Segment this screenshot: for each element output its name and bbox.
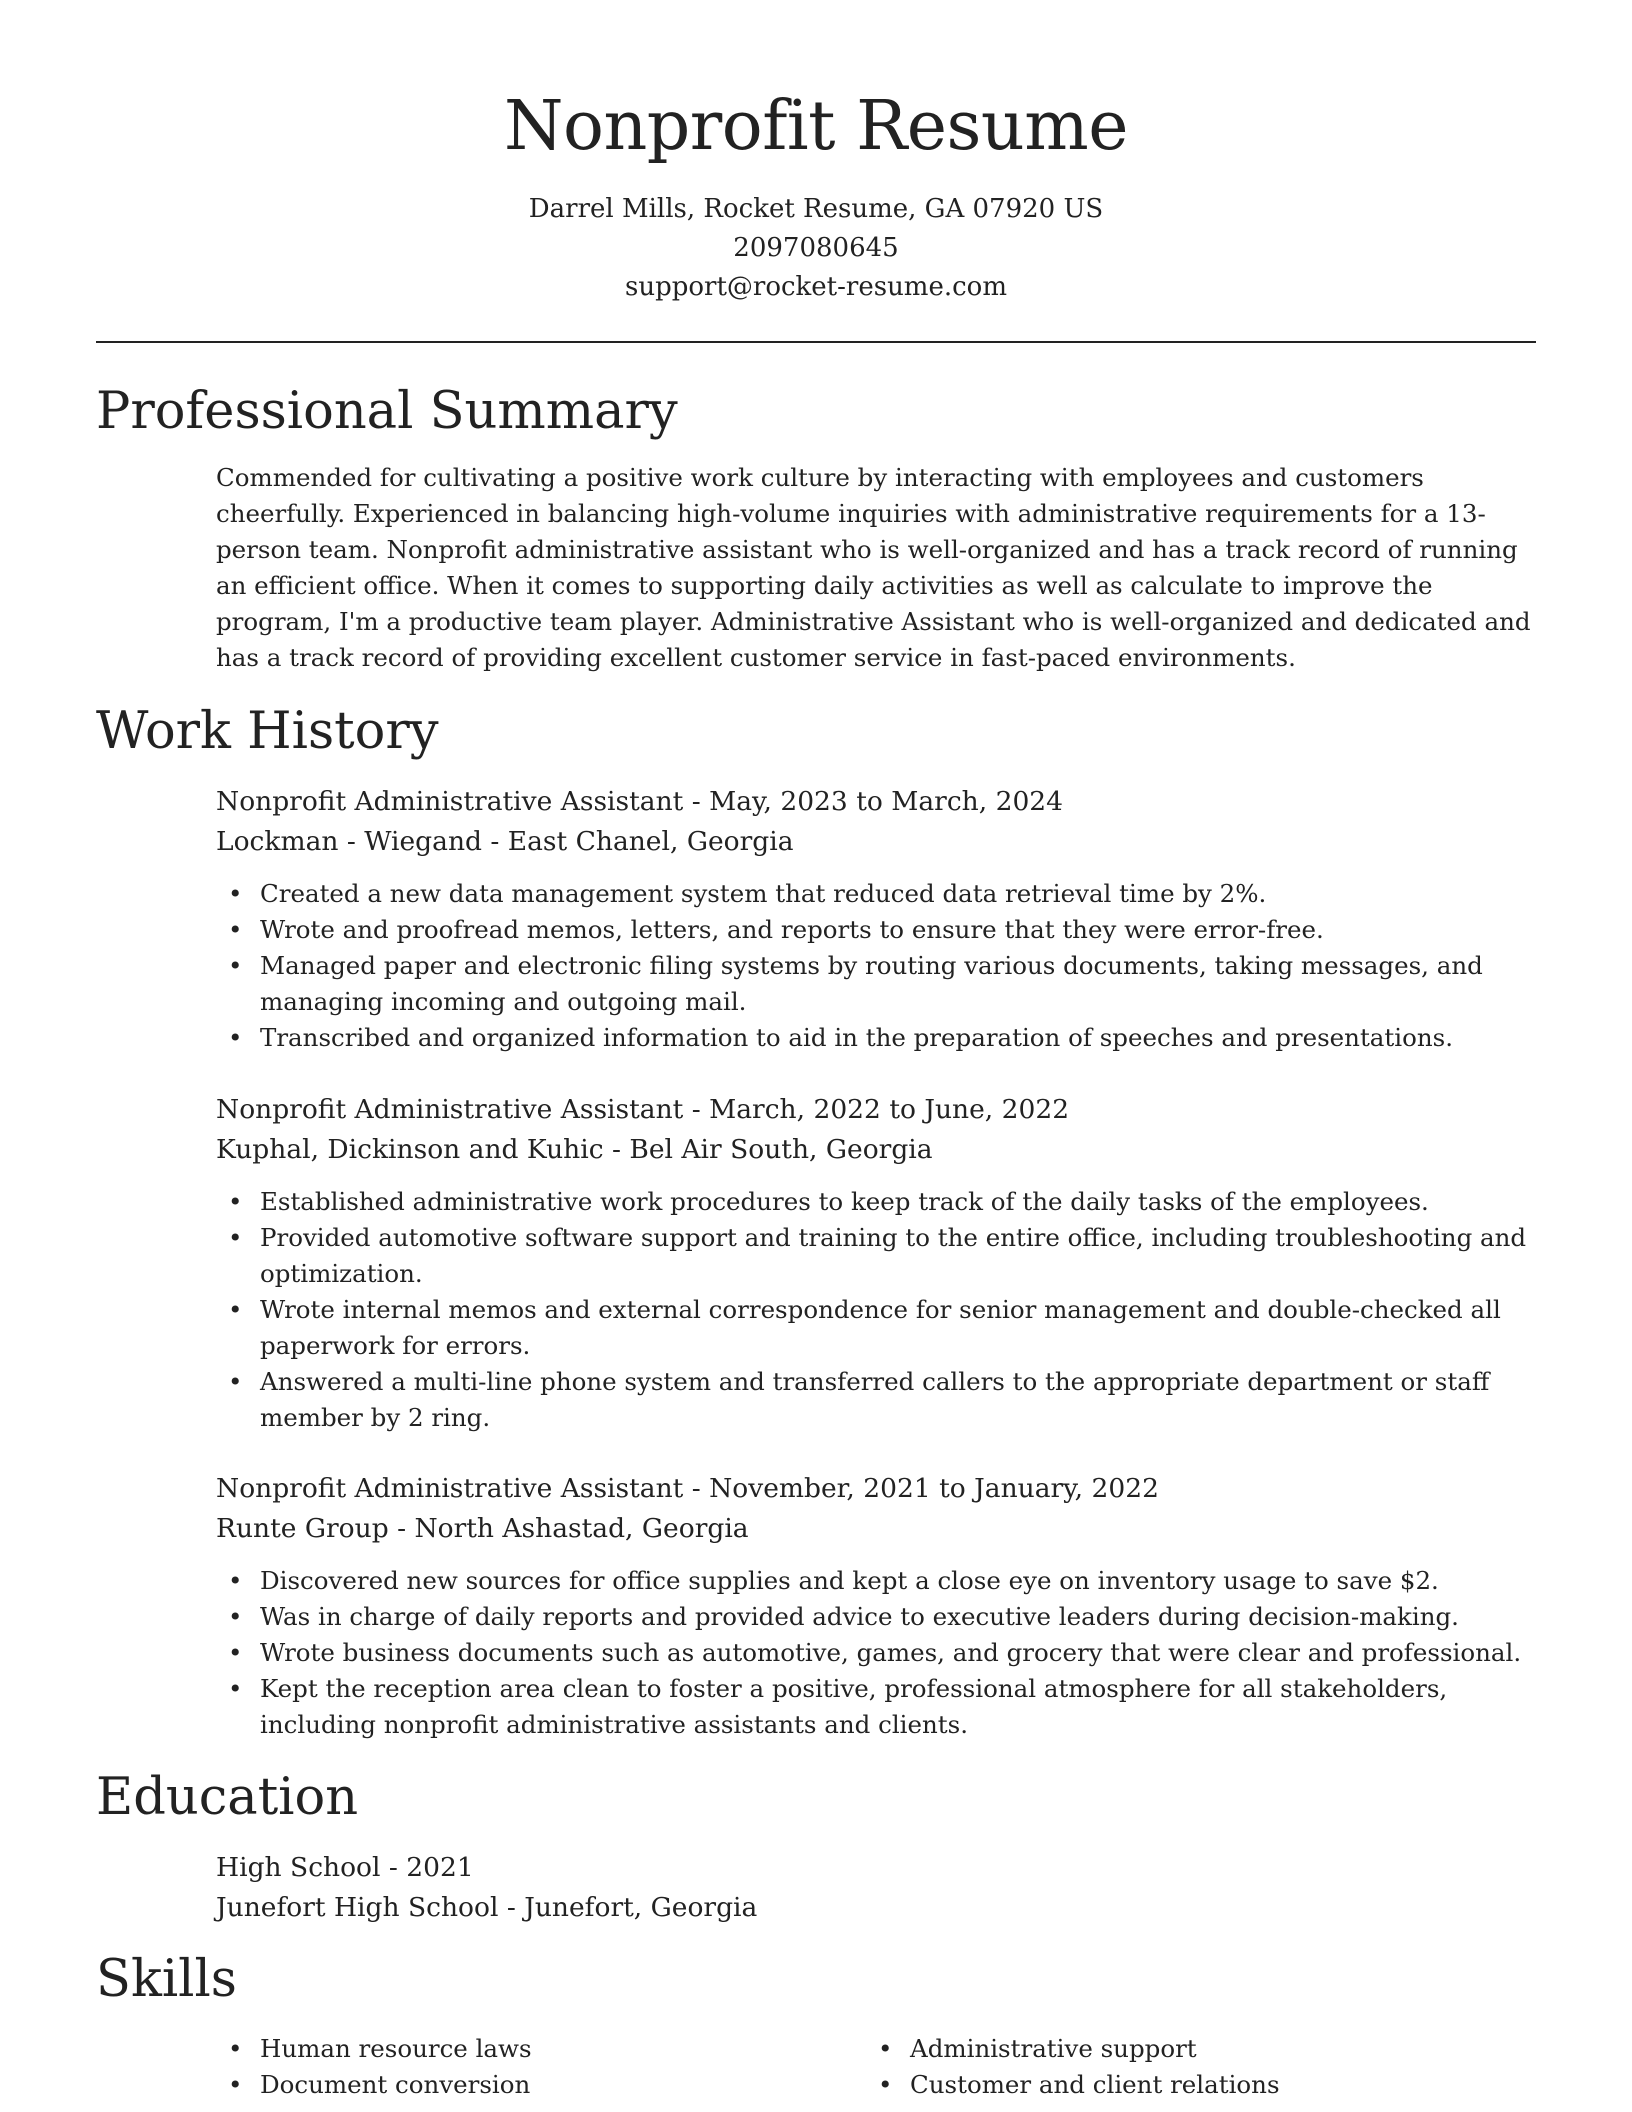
job-dates: - March, 2022 to June, 2022 bbox=[683, 1094, 1070, 1125]
job-location: - Bel Air South, Georgia bbox=[603, 1134, 933, 1165]
job-title: Nonprofit Administrative Assistant bbox=[216, 786, 684, 817]
job-bullet: • Wrote internal memos and external correspondence for senior management and double-checked all paperwork for errors. bbox=[216, 1292, 1546, 1364]
job-bullet: • Wrote business documents such as automotive, games, and grocery that were clear and professional. bbox=[216, 1635, 1546, 1671]
summary-text: Commended for cultivating a positive work culture by interacting with employees and customers cheerfully. Experienced in balancing high-volume inquiries with administrative requirements for a 13-person team. Nonprofit administrative assistant who is well-organized and has a track record of running an efficient office. When it comes to supporting daily activities as well as calculate to improve the program, I'm a productive team player. Administrative Assistant who is well-organized and dedicated and has a track record of providing excellent customer service in fast-paced environments. bbox=[216, 463, 1531, 672]
summary-heading: Professional Summary bbox=[96, 382, 678, 441]
contact-phone: 2097080645 bbox=[733, 233, 899, 263]
job-title-line bbox=[216, 782, 1546, 822]
job-entry bbox=[216, 1090, 1546, 1436]
job-company: Runte Group bbox=[216, 1513, 389, 1544]
contact-info bbox=[0, 190, 1632, 307]
job-bullet: • Wrote and proofread memos, letters, and reports to ensure that they were error-free. bbox=[216, 912, 1546, 948]
job-bullet: • Answered a multi-line phone system and transferred callers to the appropriate department or staff member by 2 ring. bbox=[216, 1364, 1546, 1436]
skills-list-right bbox=[866, 2031, 1466, 2103]
job-company-line bbox=[216, 1130, 1546, 1170]
header-divider bbox=[96, 341, 1536, 343]
skills-heading: Skills bbox=[96, 1950, 237, 2009]
skills-list-left bbox=[216, 2031, 816, 2103]
resume-header bbox=[0, 0, 1632, 307]
job-bullet: • Managed paper and electronic filing systems by routing various documents, taking messages, and managing incoming and outgoing mail. bbox=[216, 948, 1546, 1020]
skill-item: • Document conversion bbox=[216, 2067, 816, 2103]
job-company: Kuphal, Dickinson and Kuhic bbox=[216, 1134, 604, 1165]
job-dates: - May, 2023 to March, 2024 bbox=[683, 786, 1064, 817]
education-degree-line bbox=[216, 1848, 1546, 1888]
job-bullet: • Transcribed and organized information to aid in the preparation of speeches and presentations. bbox=[216, 1020, 1546, 1056]
job-location: - East Chanel, Georgia bbox=[481, 826, 794, 857]
job-bullets bbox=[216, 1563, 1546, 1743]
skill-item: • Human resource laws bbox=[216, 2031, 816, 2067]
job-bullet: • Discovered new sources for office supplies and kept a close eye on inventory usage to save $2. bbox=[216, 1563, 1546, 1599]
skill-item: • Customer and client relations bbox=[866, 2067, 1466, 2103]
resume-title: Nonprofit Resume bbox=[504, 87, 1128, 166]
job-company: Lockman - Wiegand bbox=[216, 826, 482, 857]
skill-item: • Administrative support bbox=[866, 2031, 1466, 2067]
job-company-line bbox=[216, 1509, 1546, 1549]
job-entry bbox=[216, 782, 1546, 1056]
job-title: Nonprofit Administrative Assistant bbox=[216, 1473, 684, 1504]
education-school-line bbox=[216, 1888, 1546, 1928]
education-degree: High School bbox=[216, 1852, 381, 1883]
job-bullet: • Was in charge of daily reports and provided advice to executive leaders during decision-making. bbox=[216, 1599, 1546, 1635]
job-location: - North Ashastad, Georgia bbox=[388, 1513, 749, 1544]
education-year: - 2021 bbox=[380, 1852, 474, 1883]
education-heading: Education bbox=[96, 1768, 359, 1827]
contact-address: Darrel Mills, Rocket Resume, GA 07920 US bbox=[528, 194, 1104, 224]
work-history-heading: Work History bbox=[96, 702, 439, 761]
job-entry bbox=[216, 1469, 1546, 1743]
job-bullet: • Established administrative work procedures to keep track of the daily tasks of the employees. bbox=[216, 1184, 1546, 1220]
education-entry bbox=[216, 1848, 1546, 1928]
contact-email: support@rocket-resume.com bbox=[624, 272, 1007, 302]
education-school: Junefort High School bbox=[216, 1892, 499, 1923]
education-location: - Junefort, Georgia bbox=[498, 1892, 758, 1923]
job-company-line bbox=[216, 822, 1546, 862]
job-bullet: • Kept the reception area clean to foster a positive, professional atmosphere for all stakeholders, including nonprofit administrative assistants and clients. bbox=[216, 1671, 1546, 1743]
job-title-line bbox=[216, 1469, 1546, 1509]
job-bullets bbox=[216, 876, 1546, 1056]
job-bullet: • Provided automotive software support and training to the entire office, including troubleshooting and optimization. bbox=[216, 1220, 1546, 1292]
job-title-line bbox=[216, 1090, 1546, 1130]
job-bullet: • Created a new data management system that reduced data retrieval time by 2%. bbox=[216, 876, 1546, 912]
job-bullets bbox=[216, 1184, 1546, 1436]
job-title: Nonprofit Administrative Assistant bbox=[216, 1094, 684, 1125]
job-dates: - November, 2021 to January, 2022 bbox=[683, 1473, 1159, 1504]
